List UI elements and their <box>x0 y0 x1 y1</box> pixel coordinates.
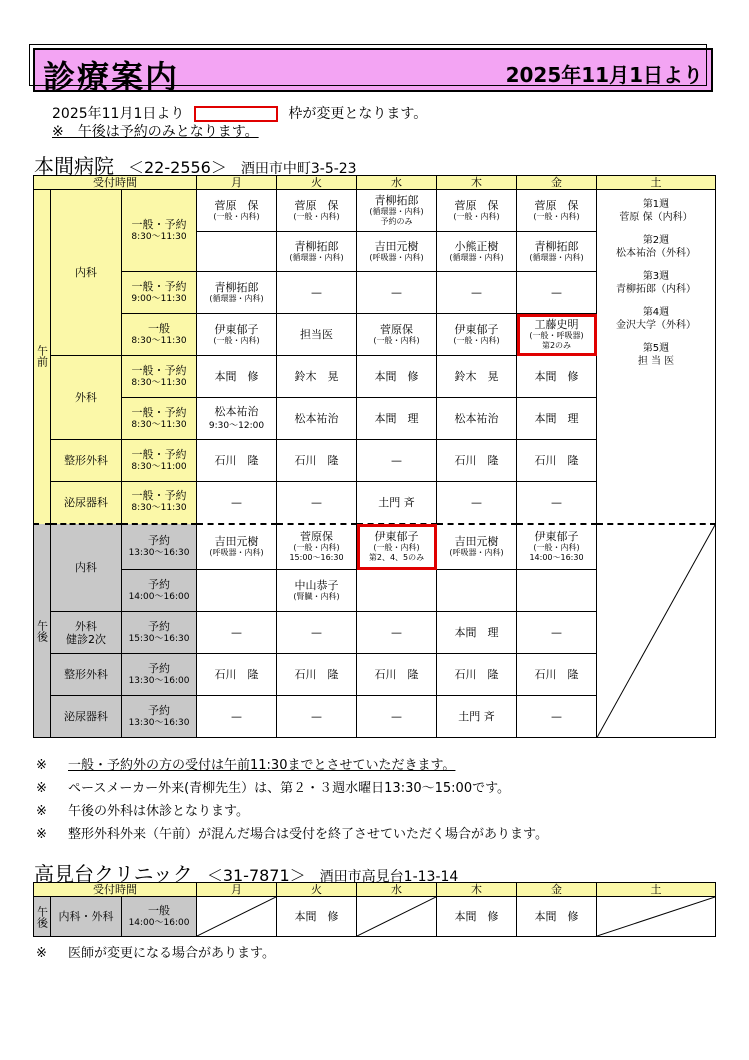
doctor-cell: 青柳拓郎 (循環器・内科) <box>277 232 357 272</box>
doctor-cell: 石川 隆 <box>437 654 517 696</box>
clinic-name: 高見台クリニック <box>34 862 193 886</box>
doctor-cell: — <box>277 482 357 524</box>
doctor-cell: 本間 理 <box>357 398 437 440</box>
slot: 予約 14:00〜16:00 <box>122 570 197 612</box>
doctor-cell: 石川 隆 <box>517 654 597 696</box>
notice-text: 枠が変更となります。 <box>288 106 428 122</box>
doctor-cell: — <box>197 482 277 524</box>
reception-header: 受付時間 <box>34 176 197 190</box>
dept-naika: 内科 <box>51 190 122 356</box>
doctor-cell: 本間 修 <box>517 356 597 398</box>
day-fri: 金 <box>517 176 597 190</box>
slot: 一般・予約 8:30〜11:30 <box>122 398 197 440</box>
doctor-cell-changed: 伊東郁子 (一般・内科) 第2、4、5のみ <box>357 524 437 570</box>
dept-seikei-pm: 整形外科 <box>51 654 122 696</box>
doctor-cell: 土門 斉 <box>437 696 517 738</box>
red-frame-legend <box>194 106 278 122</box>
doctor-cell: — <box>357 696 437 738</box>
day-wed: 水 <box>357 176 437 190</box>
doctor-cell <box>357 570 437 612</box>
slot: 一般・予約 8:30〜11:30 <box>122 190 197 272</box>
doctor-cell: 菅原 保 (一般・内科) <box>517 190 597 232</box>
doctor-cell: 菅原保 (一般・内科) <box>357 314 437 356</box>
slot: 一般・予約 8:30〜11:30 <box>122 356 197 398</box>
doctor-cell: 本間 修 <box>357 356 437 398</box>
clinic-schedule-table <box>33 882 716 937</box>
doctor-cell: 石川 隆 <box>197 654 277 696</box>
doctor-cell-changed: 工藤史明 (一般・呼吸器) 第2のみ <box>517 314 597 356</box>
doctor-cell <box>197 232 277 272</box>
doctor-cell: 石川 隆 <box>277 654 357 696</box>
doctor-cell: — <box>517 612 597 654</box>
day-tue: 火 <box>277 176 357 190</box>
closed-cell <box>357 897 437 937</box>
clinic-note: ※ 医師が変更になる場合があります。 <box>36 946 275 961</box>
clinic-tel: ＜31-7871＞ <box>206 866 306 885</box>
doctor-cell <box>517 570 597 612</box>
doctor-cell: — <box>197 612 277 654</box>
note-3: ※ 午後の外科は休診となります。 <box>36 804 249 819</box>
doctor-cell: 土門 斉 <box>357 482 437 524</box>
doctor-cell: 石川 隆 <box>517 440 597 482</box>
doctor-cell: 吉田元樹 (呼吸器・内科) <box>197 524 277 570</box>
day-thu: 木 <box>437 883 517 897</box>
slot: 一般 8:30〜11:30 <box>122 314 197 356</box>
day-tue: 火 <box>277 883 357 897</box>
dept-seikei: 整形外科 <box>51 440 122 482</box>
doctor-cell: 担当医 <box>277 314 357 356</box>
dept-naika-pm: 内科 <box>51 524 122 612</box>
doctor-cell: 本間 修 <box>277 897 357 937</box>
doctor-cell: — <box>357 440 437 482</box>
notice-date: 2025年11月1日より <box>52 106 185 122</box>
doctor-cell: 松本祐治 <box>437 398 517 440</box>
effective-date: 2025年11月1日より <box>505 63 703 87</box>
page-title: 診療案内 <box>43 58 180 96</box>
doctor-cell <box>197 570 277 612</box>
hospital-name: 本間病院 <box>34 154 114 178</box>
dept-geka-pm: 外科 健診2次 <box>51 612 122 654</box>
slot: 一般・予約 9:00〜11:30 <box>122 272 197 314</box>
pm-label: 午後 <box>34 524 51 738</box>
day-fri: 金 <box>517 883 597 897</box>
doctor-cell: 青柳拓郎 (循環器・内科) <box>197 272 277 314</box>
doctor-cell: 青柳拓郎 (循環器・内科) <box>517 232 597 272</box>
dept-hinyo: 泌尿器科 <box>51 482 122 524</box>
doctor-cell: 松本祐治 <box>277 398 357 440</box>
doctor-cell: — <box>357 272 437 314</box>
slot: 予約 15:30〜16:30 <box>122 612 197 654</box>
note-4: ※ 整形外科外来（午前）が混んだ場合は受付を終了させていただく場合があります。 <box>36 827 548 842</box>
doctor-cell: 菅原 保 (一般・内科) <box>197 190 277 232</box>
main-schedule-table <box>33 175 716 738</box>
doctor-cell: 石川 隆 <box>277 440 357 482</box>
slot: 一般 14:00〜16:00 <box>122 897 197 937</box>
note-1: ※ 一般・予約外の方の受付は午前11:30までとさせていただきます。 <box>36 758 456 773</box>
hospital-address: 酒田市中町3-5-23 <box>240 161 357 177</box>
doctor-cell: 本間 修 <box>437 897 517 937</box>
notice <box>52 105 427 141</box>
doctor-cell: — <box>357 612 437 654</box>
doctor-cell <box>437 570 517 612</box>
day-mon: 月 <box>197 883 277 897</box>
doctor-cell: 伊東郁子 (一般・内科) 14:00〜16:30 <box>517 524 597 570</box>
doctor-cell: 小熊正樹 (循環器・内科) <box>437 232 517 272</box>
doctor-cell: — <box>517 696 597 738</box>
notice-pm: ※ 午後は予約のみとなります。 <box>52 124 259 140</box>
doctor-cell: — <box>197 696 277 738</box>
doctor-cell: 松本祐治 9:30〜12:00 <box>197 398 277 440</box>
saturday-schedule: 第1週 菅原 保（内科） 第2週 松本祐治（外科） 第3週 青柳拓郎（内科） 第4週 金沢大学（外科） 第5週 担 当 医 <box>597 190 716 524</box>
day-sat: 土 <box>597 176 716 190</box>
dept-geka: 外科 <box>51 356 122 440</box>
clinic-address: 酒田市高見台1-13-14 <box>319 869 459 885</box>
doctor-cell: 石川 隆 <box>197 440 277 482</box>
doctor-cell: — <box>277 272 357 314</box>
doctor-cell: 中山恭子 (腎臓・内科) <box>277 570 357 612</box>
doctor-cell: 石川 隆 <box>437 440 517 482</box>
day-sat: 土 <box>597 883 716 897</box>
slot: 一般・予約 8:30〜11:00 <box>122 440 197 482</box>
doctor-cell: 本間 修 <box>517 897 597 937</box>
doctor-cell: 鈴木 晃 <box>277 356 357 398</box>
doctor-cell: 吉田元樹 (呼吸器・内科) <box>437 524 517 570</box>
doctor-cell: 本間 修 <box>197 356 277 398</box>
doctor-cell: 吉田元樹 (呼吸器・内科) <box>357 232 437 272</box>
doctor-cell: 本間 理 <box>517 398 597 440</box>
notes <box>36 754 548 846</box>
doctor-cell: 伊東郁子 (一般・内科) <box>437 314 517 356</box>
doctor-cell: — <box>517 482 597 524</box>
doctor-cell: 菅原保 (一般・内科) 15:00〜16:30 <box>277 524 357 570</box>
doctor-cell: — <box>437 482 517 524</box>
clinic-dept: 内科・外科 <box>51 897 122 937</box>
slot: 予約 13:30〜16:00 <box>122 654 197 696</box>
day-mon: 月 <box>197 176 277 190</box>
header-banner <box>33 48 713 96</box>
doctor-cell: — <box>277 696 357 738</box>
doctor-cell: — <box>437 272 517 314</box>
note-2: ※ ペースメーカー外来(青柳先生）は、第２・３週水曜日13:30〜15:00です。 <box>36 781 511 796</box>
slot: 予約 13:30〜16:30 <box>122 696 197 738</box>
day-wed: 水 <box>357 883 437 897</box>
doctor-cell: 菅原 保 (一般・内科) <box>277 190 357 232</box>
doctor-cell: 鈴木 晃 <box>437 356 517 398</box>
doctor-cell: 石川 隆 <box>357 654 437 696</box>
pm-label: 午後 <box>34 897 51 937</box>
dept-hinyo-pm: 泌尿器科 <box>51 696 122 738</box>
am-label: 午前 <box>34 190 51 524</box>
day-thu: 木 <box>437 176 517 190</box>
saturday-closed <box>597 524 716 738</box>
reception-header: 受付時間 <box>34 883 197 897</box>
doctor-cell: 本間 理 <box>437 612 517 654</box>
closed-cell <box>197 897 277 937</box>
doctor-cell: — <box>517 272 597 314</box>
hospital-tel: ＜22-2556＞ <box>128 158 227 177</box>
doctor-cell: 菅原 保 (一般・内科) <box>437 190 517 232</box>
slot: 予約 13:30〜16:30 <box>122 524 197 570</box>
doctor-cell: 青柳拓郎 (循環器・内科) 予約のみ <box>357 190 437 232</box>
doctor-cell: 伊東郁子 (一般・内科) <box>197 314 277 356</box>
slot: 一般・予約 8:30〜11:30 <box>122 482 197 524</box>
closed-cell <box>597 897 716 937</box>
doctor-cell: — <box>277 612 357 654</box>
